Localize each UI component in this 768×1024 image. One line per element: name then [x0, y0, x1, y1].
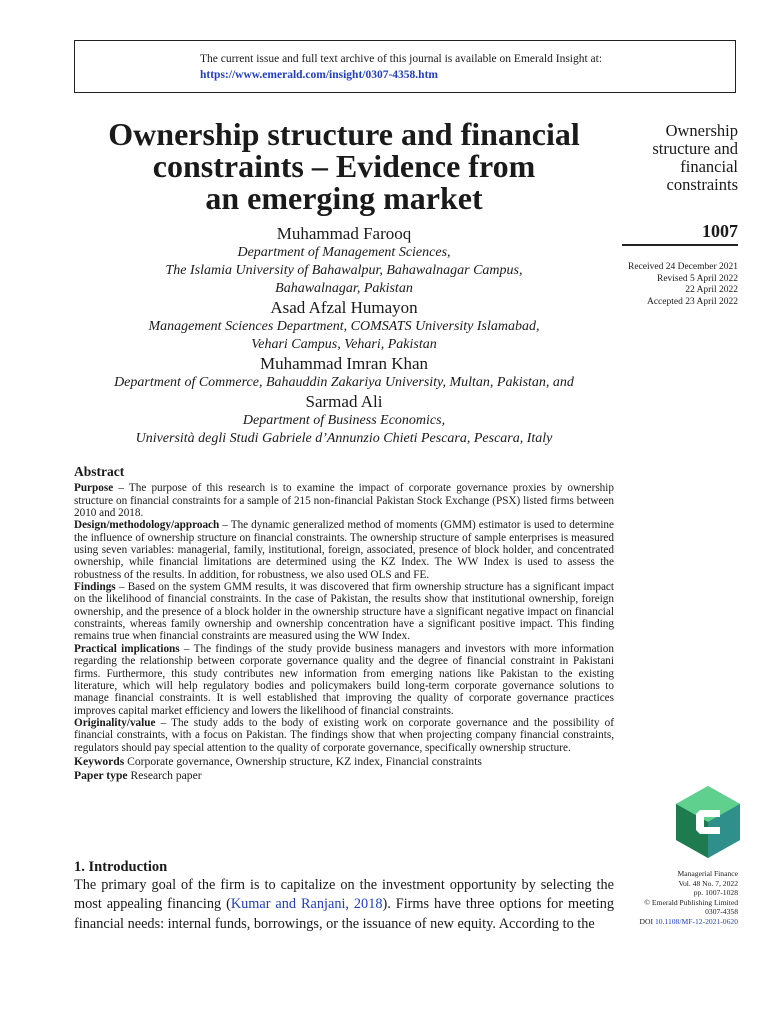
title-line-1: Ownership structure and financial	[108, 116, 580, 152]
author-name: Muhammad Farooq	[276, 224, 412, 243]
running-title-line: financial	[680, 157, 738, 176]
journal-publisher: © Emerald Publishing Limited	[644, 897, 738, 907]
section-label: Purpose	[74, 482, 114, 495]
running-title-line: constraints	[666, 175, 738, 194]
author-affiliation: Università degli Studi Gabriele d’Annunzio Chieti Pescara, Pescara, Italy	[135, 431, 553, 446]
author-affiliation: Vehari Campus, Vehari, Pakistan	[251, 337, 437, 352]
emerald-logo-icon	[676, 786, 740, 858]
revised-date: Revised 5 April 2022	[656, 273, 738, 284]
title-line-3: an emerging market	[205, 180, 483, 216]
author-affiliation: The Islamia University of Bahawalpur, Bahawalnagar Campus,	[165, 263, 523, 278]
keywords-label: Keywords	[74, 754, 125, 768]
introduction-heading: 1. Introduction	[74, 859, 168, 875]
intro-text: The primary goal of the firm is to capitalize on the investment opportunity by selecting the most appealing financing (	[74, 877, 614, 913]
page-number: 1007	[702, 221, 738, 241]
abstract-design	[74, 519, 614, 581]
archive-notice-text: The current issue and full text archive of this journal is available on Emerald Insight at:	[200, 53, 603, 65]
keywords	[74, 756, 614, 768]
journal-issn: 0307-4358	[705, 907, 738, 916]
section-separator: –	[179, 642, 194, 655]
archive-notice-link[interactable]: https://www.emerald.com/insight/0307-4358.htm	[200, 69, 438, 81]
doi-link[interactable]: 10.1108/MF-12-2021-0620	[654, 916, 738, 926]
journal-volume: Vol. 48 No. 7, 2022	[678, 878, 738, 888]
submission-dates	[600, 262, 738, 308]
abstract-originality	[74, 717, 614, 754]
running-title-line: structure and	[652, 139, 738, 158]
journal-doi	[610, 917, 738, 927]
abstract	[74, 466, 614, 783]
abstract-practical-implications	[74, 643, 614, 717]
section-separator: –	[219, 519, 231, 532]
journal-name: Managerial Finance	[677, 869, 738, 878]
author-name: Muhammad Imran Khan	[259, 354, 429, 373]
running-title-line: Ownership	[665, 121, 738, 140]
running-title	[622, 122, 738, 194]
revised-date-2: 22 April 2022	[685, 285, 738, 295]
author-affiliation: Department of Commerce, Bahauddin Zakariya University, Multan, Pakistan, and	[114, 375, 574, 390]
sidebar-rule	[622, 244, 738, 246]
paper-type	[74, 770, 614, 782]
archive-notice-box	[74, 40, 736, 93]
section-text: The dynamic generalized method of moments (GMM) estimator is used to determine the influence of ownership structure on financial constraints. The ownership structure of sample enterprises is measured using seven variables: managerial, family, institutional, foreign, associated, presence of block holder, and concentrated ownership, while financial limitations are determined using the KZ Index. The WW Index is used to assess the robustness of the results. In addition, for robustness, we also used OLS and FE.	[74, 519, 614, 581]
section-text: The purpose of this research is to examine the impact of corporate governance proxies by ownership structure on financial constraints for a sample of 215 non-financial Pakistan Stock Exchange (PSX) listed firms between 2010 and 2018.	[74, 482, 614, 520]
section-label: Originality/value	[74, 716, 156, 729]
paper-type-label: Paper type	[74, 769, 128, 783]
section-label: Design/methodology/approach	[74, 519, 220, 532]
article-title	[74, 118, 614, 214]
section-separator: –	[155, 716, 172, 729]
citation-link[interactable]: Kumar and Ranjani, 2018	[230, 896, 383, 913]
title-line-2: constraints – Evidence from	[152, 148, 536, 184]
author-affiliation: Management Sciences Department, COMSATS University Islamabad,	[148, 319, 540, 334]
accepted-date: Accepted 23 April 2022	[646, 296, 738, 307]
abstract-findings	[74, 581, 614, 643]
abstract-heading: Abstract	[74, 464, 125, 479]
journal-info	[610, 869, 738, 926]
paper-type-text: Research paper	[130, 769, 202, 783]
section-separator: –	[113, 482, 129, 495]
section-separator: –	[115, 581, 128, 594]
journal-pages: pp. 1007-1028	[693, 888, 738, 897]
introduction-paragraph	[74, 876, 614, 934]
section-text: The findings of the study provide business managers and investors with more information regarding the relationship between corporate governance quality and the degree of financial constraint in Pakistani firms. Furthermore, this study contributes new information from emerging nations like Pakistan to the existing literature, which will help regulatory bodies and policymakers build long-term corporate governance solutions to manage financial constraints. It is well established that improving the quality of corporate governance practices improves capital market efficiency and lowers the likelihood of financial constraints.	[74, 642, 614, 717]
section-text: The study adds to the body of existing work on corporate governance and the possibility of financial constraints, with a focus on Pakistan. The findings show that when projecting company financial constraints, regulators should pay special attention to the quality of corporate governance, specifically ownership structure.	[74, 716, 614, 754]
keywords-text: Corporate governance, Ownership structure, KZ index, Financial constraints	[127, 754, 482, 768]
section-label: Practical implications	[74, 642, 180, 655]
author-list	[74, 224, 614, 448]
abstract-purpose	[74, 482, 614, 519]
author-affiliation: Department of Business Economics,	[242, 413, 446, 428]
intro-text: ). Firms have three options for meeting financial needs: internal funds, borrowings, or the issuance of new equity. According to the	[74, 896, 614, 932]
received-date: Received 24 December 2021	[628, 262, 738, 272]
section-text: Based on the system GMM results, it was discovered that firm ownership structure has a significant impact on the likelihood of financial constraints. In the case of Pakistan, the results show that institutional ownership, foreign ownership, and the presence of a block holder in the ownership structure have a significant negative impact on financial constraints, whereas family ownership and ownership concentration have a significant positive impact. This finding remains true when financial constraints are measured using the WW Index.	[74, 581, 614, 643]
section-label: Findings	[74, 581, 116, 594]
introduction-section	[74, 858, 614, 934]
author-affiliation: Department of Management Sciences,	[237, 245, 451, 260]
author-name: Asad Afzal Humayon	[270, 298, 418, 317]
author-affiliation: Bahawalnagar, Pakistan	[275, 281, 413, 296]
author-name: Sarmad Ali	[305, 392, 383, 411]
doi-label: DOI	[639, 916, 654, 926]
